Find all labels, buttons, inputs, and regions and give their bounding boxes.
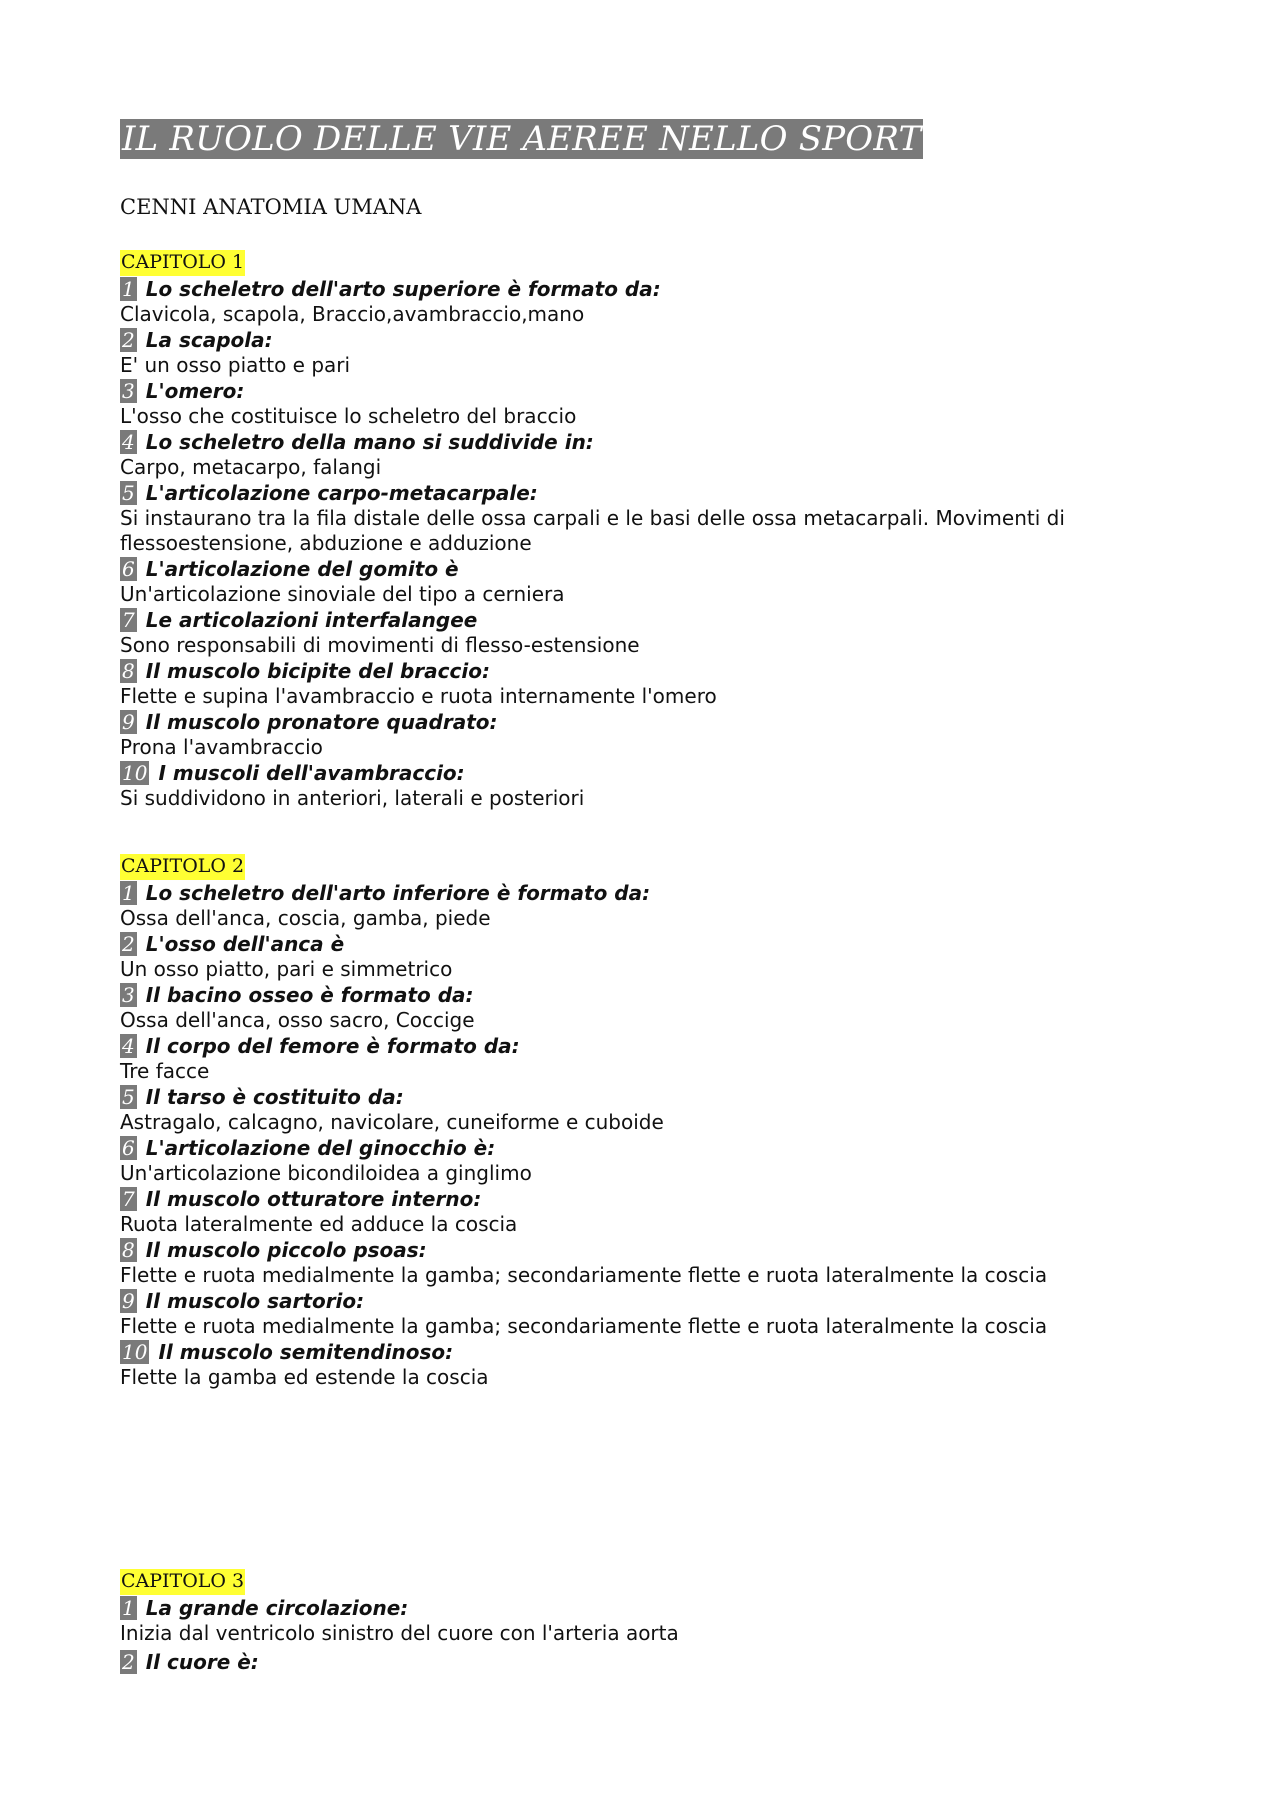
question-number: 8: [122, 659, 135, 683]
question-number: 2: [122, 328, 135, 352]
answer-text: Carpo, metacarpo, falangi: [120, 455, 382, 479]
chapter-heading: CAPITOLO 1: [120, 250, 245, 276]
question-text: La grande circolazione:: [145, 1596, 409, 1620]
question-text: Il cuore è:: [145, 1650, 259, 1674]
question-text: L'articolazione del ginocchio è:: [145, 1136, 496, 1160]
question: [120, 378, 1180, 404]
question-number: 4: [122, 430, 135, 454]
list-item: [120, 556, 1180, 607]
question-number: 9: [122, 710, 135, 734]
question: [120, 480, 1180, 506]
question-text: Il tarso è costituito da:: [145, 1085, 404, 1109]
list-item: [120, 1135, 1180, 1186]
question-text: Lo scheletro dell'arto inferiore è formato da:: [145, 881, 651, 905]
list-item: [120, 709, 1180, 760]
question-number: 4: [122, 1034, 135, 1058]
list-item: [120, 1288, 1180, 1339]
answer-text: Flette la gamba ed estende la coscia: [120, 1365, 489, 1389]
answer-text: Ossa dell'anca, coscia, gamba, piede: [120, 906, 491, 930]
question-number: 1: [122, 277, 135, 301]
question: [120, 1649, 1180, 1675]
question-number: 5: [122, 1085, 135, 1109]
list-item: [120, 982, 1180, 1033]
question-text: Le articolazioni interfalangee: [145, 608, 478, 632]
question-number: 5: [122, 481, 135, 505]
chapter-3: [120, 1569, 1180, 1675]
question-number: 8: [122, 1238, 135, 1262]
question-text: L'articolazione del gomito è: [145, 557, 459, 581]
question-number: 2: [122, 932, 135, 956]
question-number: 2: [122, 1650, 135, 1674]
question-number: 6: [122, 557, 135, 581]
document-subtitle: CENNI ANATOMIA UMANA: [120, 195, 422, 219]
answer-text: Un'articolazione bicondiloidea a ginglimo: [120, 1161, 532, 1185]
answer-text: Clavicola, scapola, Braccio,avambraccio,mano: [120, 302, 585, 326]
question: [120, 607, 1180, 633]
question-text: Il muscolo pronatore quadrato:: [145, 710, 498, 734]
answer-text: Flette e supina l'avambraccio e ruota internamente l'omero: [120, 684, 717, 708]
question: [120, 276, 1180, 302]
answer-text: Un osso piatto, pari e simmetrico: [120, 957, 453, 981]
question-number: 1: [122, 881, 135, 905]
question-number: 3: [122, 379, 135, 403]
question: [120, 1135, 1180, 1161]
answer-text: Un'articolazione sinoviale del tipo a cerniera: [120, 582, 565, 606]
list-item: [120, 1595, 1180, 1646]
question-number: 7: [122, 608, 135, 632]
question-text: Il corpo del femore è formato da:: [145, 1034, 520, 1058]
answer-text: Si suddividono in anteriori, laterali e posteriori: [120, 786, 585, 810]
question: [120, 1033, 1180, 1059]
list-item: [120, 327, 1180, 378]
question-text: Lo scheletro della mano si suddivide in:: [145, 430, 594, 454]
list-item: [120, 931, 1180, 982]
question: [120, 1288, 1180, 1314]
list-item: [120, 1237, 1180, 1288]
chapter-1: [120, 250, 1180, 811]
question: [120, 556, 1180, 582]
chapter-heading: CAPITOLO 2: [120, 854, 245, 880]
question-text: Il muscolo piccolo psoas:: [145, 1238, 427, 1262]
answer-text: E' un osso piatto e pari: [120, 353, 351, 377]
question-number: 9: [122, 1289, 135, 1313]
question-text: Il bacino osseo è formato da:: [145, 983, 474, 1007]
question: [120, 880, 1180, 906]
question-number: 6: [122, 1136, 135, 1160]
question: [120, 1339, 1180, 1365]
answer-text: Astragalo, calcagno, navicolare, cuneiforme e cuboide: [120, 1110, 664, 1134]
answer-text: Tre facce: [120, 1059, 210, 1083]
answer-text: Ruota lateralmente ed adduce la coscia: [120, 1212, 518, 1236]
question-number: 7: [122, 1187, 135, 1211]
answer-text: Inizia dal ventricolo sinistro del cuore con l'arteria aorta: [120, 1621, 679, 1645]
chapter-heading: CAPITOLO 3: [120, 1569, 245, 1595]
question-text: L'osso dell'anca è: [145, 932, 345, 956]
question: [120, 982, 1180, 1008]
question: [120, 429, 1180, 455]
question-text: Lo scheletro dell'arto superiore è formato da:: [145, 277, 661, 301]
list-item: [120, 1339, 1180, 1390]
question-text: L'omero:: [145, 379, 245, 403]
list-item: [120, 480, 1180, 556]
question-text: I muscoli dell'avambraccio:: [158, 761, 465, 785]
question-number: 1: [122, 1596, 135, 1620]
question-number: 3: [122, 983, 135, 1007]
chapter-2: [120, 854, 1180, 1390]
question-text: Il muscolo otturatore interno:: [145, 1187, 482, 1211]
answer-text: Prona l'avambraccio: [120, 735, 323, 759]
list-item: [120, 658, 1180, 709]
document-title: IL RUOLO DELLE VIE AEREE NELLO SPORT: [122, 119, 922, 159]
question: [120, 1084, 1180, 1110]
answer-text: Sono responsabili di movimenti di flesso-estensione: [120, 633, 640, 657]
list-item: [120, 1033, 1180, 1084]
answer-text: Flette e ruota medialmente la gamba; secondariamente flette e ruota lateralmente la coscia: [120, 1263, 1048, 1287]
list-item: [120, 1649, 1180, 1675]
list-item: [120, 607, 1180, 658]
list-item: [120, 1186, 1180, 1237]
answer-text: Ossa dell'anca, osso sacro, Coccige: [120, 1008, 475, 1032]
list-item: [120, 276, 1180, 327]
question: [120, 1186, 1180, 1212]
list-item: [120, 1084, 1180, 1135]
question-text: L'articolazione carpo-metacarpale:: [145, 481, 538, 505]
question-text: La scapola:: [145, 328, 273, 352]
list-item: [120, 378, 1180, 429]
question-number: 10: [122, 1340, 148, 1364]
question-number: 10: [122, 761, 148, 785]
question: [120, 1595, 1180, 1621]
answer-text: Si instaurano tra la fila distale delle ossa carpali e le basi delle ossa metacarpali. Movimenti di flessoestensione, abduzione e adduzione: [120, 506, 1065, 555]
question: [120, 658, 1180, 684]
list-item: [120, 880, 1180, 931]
question-text: Il muscolo bicipite del braccio:: [145, 659, 490, 683]
question: [120, 709, 1180, 735]
question: [120, 931, 1180, 957]
question: [120, 760, 1180, 786]
answer-text: L'osso che costituisce lo scheletro del braccio: [120, 404, 577, 428]
list-item: [120, 429, 1180, 480]
question: [120, 327, 1180, 353]
list-item: [120, 760, 1180, 811]
question: [120, 1237, 1180, 1263]
answer-text: Flette e ruota medialmente la gamba; secondariamente flette e ruota lateralmente la coscia: [120, 1314, 1048, 1338]
question-text: Il muscolo semitendinoso:: [158, 1340, 454, 1364]
question-text: Il muscolo sartorio:: [145, 1289, 365, 1313]
